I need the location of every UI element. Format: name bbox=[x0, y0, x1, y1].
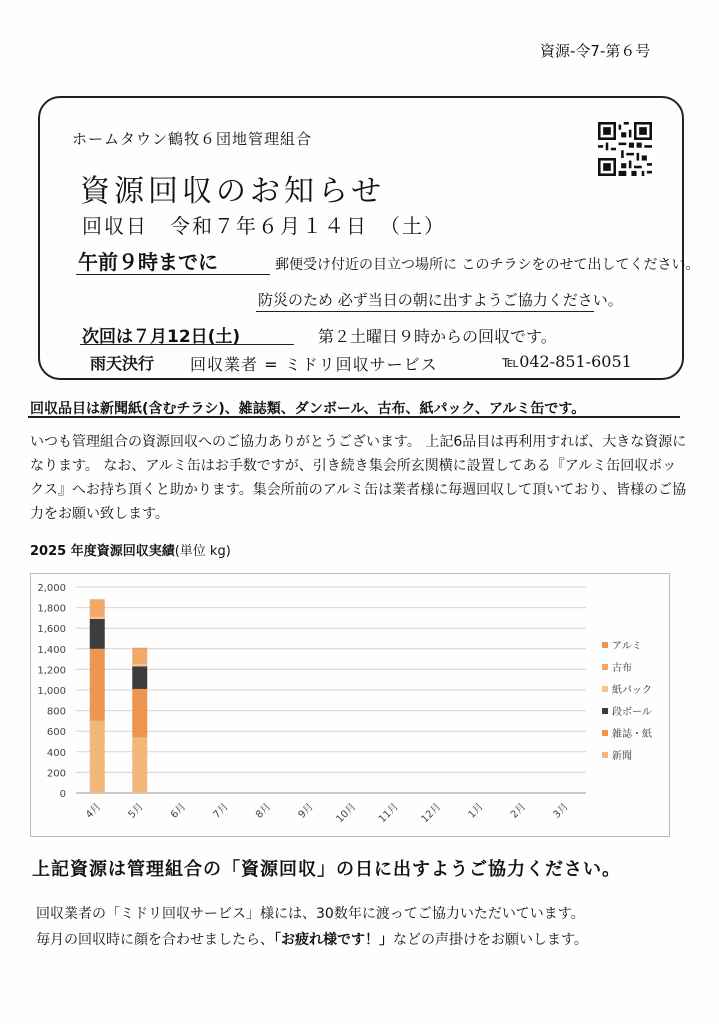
footer-greeting-bold: 「お疲れ様です！」 bbox=[274, 932, 393, 948]
legend-label: 紙パック bbox=[612, 685, 652, 696]
place-instruction: 郵便受け付近の目立つ場所に このチラシをのせて出してください。 bbox=[275, 257, 700, 273]
bar-segment bbox=[132, 689, 147, 737]
y-tick-label: 400 bbox=[46, 747, 66, 759]
x-tick-label: 5月 bbox=[126, 801, 146, 821]
footer-greeting-note bbox=[36, 929, 588, 949]
next-collection-date: 次回は７月12日(土) bbox=[82, 327, 241, 347]
organization-name: ホームタウン鶴牧６団地管理組合 bbox=[72, 130, 313, 148]
footer-request: 上記資源は管理組合の「資源回収」の日に出すようご協力ください。 bbox=[32, 859, 621, 880]
y-tick-label: 1,000 bbox=[37, 686, 66, 697]
y-tick-label: 1,400 bbox=[37, 644, 66, 656]
y-tick-label: 600 bbox=[46, 727, 66, 739]
footer-greeting-post: などの声掛けをお願いします。 bbox=[393, 932, 588, 948]
disaster-note: 防災のため 必ず当日の朝に出すようご協力ください。 bbox=[258, 291, 623, 309]
x-tick-label: 7月 bbox=[211, 801, 231, 821]
bar-segment bbox=[132, 664, 147, 666]
x-tick-label: 12月 bbox=[419, 801, 444, 826]
bar-segment bbox=[132, 649, 147, 664]
x-tick-label: 9月 bbox=[296, 801, 316, 821]
x-tick-label: 4月 bbox=[84, 801, 104, 821]
legend-label: アルミ bbox=[612, 641, 642, 652]
body-paragraph: いつも管理組合の資源回収へのご協力ありがとうございます。 上記6品目は再利用すれば、大きな資源になります。 なお、アルミ缶はお手数ですが、引き続き集会所玄関横に設置してある『アルミ缶回収ボックス』へお持ち頂くと助かります。集会所前のアルミ缶は業者様に毎週回収して頂いており、皆様のご協力をお願い致します。 bbox=[30, 434, 687, 522]
legend-label: 雑誌・紙 bbox=[612, 729, 652, 740]
chart-title bbox=[30, 540, 231, 559]
bar-segment bbox=[90, 599, 105, 600]
legend-swatch bbox=[602, 708, 608, 714]
y-tick-label: 1,600 bbox=[37, 624, 66, 636]
chart-title-text: 2025 年度資源回収実績 bbox=[30, 544, 175, 559]
deadline-underline bbox=[76, 274, 270, 275]
y-tick-label: 2,000 bbox=[37, 583, 66, 594]
bar-segment bbox=[132, 737, 147, 793]
x-tick-label: 1月 bbox=[466, 801, 486, 821]
qr-code-icon bbox=[598, 122, 652, 176]
disaster-underline bbox=[256, 311, 594, 312]
legend-label: 段ボール bbox=[612, 707, 652, 718]
document-number: 資源-令7-第６号 bbox=[540, 42, 651, 60]
bar-segment bbox=[90, 721, 105, 793]
y-tick-label: 800 bbox=[46, 706, 66, 718]
y-tick-label: 0 bbox=[59, 789, 66, 800]
vendor-name: 回収業者 = ミドリ回収サービス bbox=[190, 355, 438, 374]
legend-swatch bbox=[602, 664, 608, 670]
rain-note: 雨天決行 bbox=[90, 354, 155, 373]
x-tick-label: 11月 bbox=[377, 801, 401, 826]
footer-vendor-note: 回収業者の「ミドリ回収サービス」様には、30数年に渡ってご協力いただいています。 bbox=[36, 906, 585, 922]
recycling-chart bbox=[30, 573, 670, 837]
x-tick-label: 8月 bbox=[254, 801, 274, 821]
bar-segment bbox=[90, 649, 105, 721]
next-date-underline bbox=[80, 344, 294, 345]
legend-swatch bbox=[602, 686, 608, 692]
legend-label: 古布 bbox=[612, 663, 632, 674]
y-tick-label: 1,200 bbox=[37, 665, 66, 677]
items-heading: 回収品目は新聞紙(含むチラシ)、雑誌類、ダンボール、古布、紙パック、アルミ缶です。 bbox=[30, 401, 586, 417]
bar-segment bbox=[90, 617, 105, 619]
legend-label: 新聞 bbox=[612, 751, 632, 762]
footer-greeting-pre: 毎月の回収時に顔を合わせましたら、 bbox=[36, 932, 274, 948]
items-underline bbox=[28, 416, 680, 418]
bar-segment bbox=[90, 619, 105, 649]
deadline-text: 午前９時までに bbox=[78, 250, 218, 274]
vendor-phone: ℡042-851-6051 bbox=[502, 352, 632, 371]
x-tick-label: 6月 bbox=[169, 801, 189, 821]
bar-segment bbox=[132, 648, 147, 649]
y-tick-label: 200 bbox=[46, 768, 66, 780]
bar-segment bbox=[90, 600, 105, 616]
y-tick-label: 1,800 bbox=[37, 603, 66, 615]
legend-swatch bbox=[602, 730, 608, 736]
legend-swatch bbox=[602, 642, 608, 648]
x-tick-label: 2月 bbox=[509, 801, 529, 821]
next-collection-description: 第２土曜日９時からの回収です。 bbox=[318, 327, 557, 346]
collection-date: 回収日 令和７年６月１４日 （土） bbox=[82, 214, 446, 238]
bar-segment bbox=[132, 666, 147, 689]
x-tick-label: 10月 bbox=[334, 801, 359, 826]
chart-unit: (単位 kg) bbox=[174, 544, 231, 559]
x-tick-label: 3月 bbox=[551, 801, 571, 821]
legend-swatch bbox=[602, 752, 608, 758]
notice-title: 資源回収のお知らせ bbox=[80, 174, 386, 209]
